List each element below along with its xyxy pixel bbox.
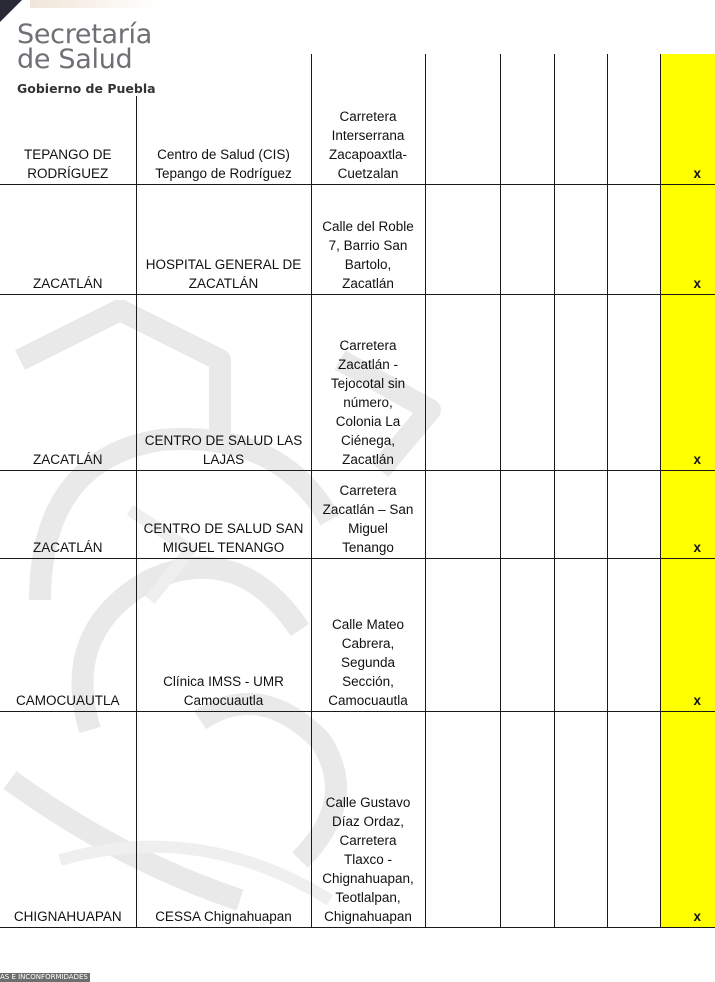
empty-cell xyxy=(500,294,554,470)
empty-cell xyxy=(500,470,554,558)
empty-cell xyxy=(554,54,607,184)
check-mark-cell: x xyxy=(660,184,715,294)
unit-cell: Clínica IMSS - UMR Camocuautla xyxy=(136,558,311,711)
unit-cell: CENTRO DE SALUD LAS LAJAS xyxy=(136,294,311,470)
empty-cell xyxy=(425,470,500,558)
empty-cell xyxy=(607,711,660,927)
check-mark-cell: x xyxy=(660,54,715,184)
unit-cell: CESSA Chignahuapan xyxy=(136,711,311,927)
unit-cell: Centro de Salud (CIS) Tepango de Rodríguez xyxy=(136,54,311,184)
check-mark-cell: x xyxy=(660,294,715,470)
empty-cell xyxy=(500,184,554,294)
empty-cell xyxy=(500,711,554,927)
address-cell: Calle Mateo Cabrera, Segunda Sección, Camocuautla xyxy=(311,558,425,711)
municipality-cell: TEPANGO DE RODRÍGUEZ xyxy=(0,54,136,184)
empty-cell xyxy=(425,54,500,184)
footer-label: AS E INCONFORMIDADES xyxy=(0,973,88,981)
municipality-cell: ZACATLÁN xyxy=(0,470,136,558)
address-cell: Carretera Zacatlán – San Miguel Tenango xyxy=(311,470,425,558)
municipality-cell: CHIGNAHUAPAN xyxy=(0,711,136,927)
address-cell: Carretera Zacatlán - Tejocotal sin número, Colonia La Ciénega, Zacatlán xyxy=(311,294,425,470)
table-row xyxy=(0,558,715,711)
table-row xyxy=(0,184,715,294)
brand-header xyxy=(17,19,160,96)
check-mark-cell: x xyxy=(660,470,715,558)
empty-cell xyxy=(607,184,660,294)
unit-cell: HOSPITAL GENERAL DE ZACATLÁN xyxy=(136,184,311,294)
table-row xyxy=(0,294,715,470)
table-row xyxy=(0,470,715,558)
empty-cell xyxy=(607,558,660,711)
empty-cell xyxy=(554,558,607,711)
table-row xyxy=(0,711,715,927)
brand-title-line-1: Secretaría xyxy=(17,19,152,50)
brand-subtitle: Gobierno de Puebla xyxy=(17,81,156,96)
empty-cell xyxy=(554,294,607,470)
empty-cell xyxy=(500,558,554,711)
empty-cell xyxy=(425,558,500,711)
health-units-table xyxy=(0,54,715,928)
empty-cell xyxy=(607,294,660,470)
empty-cell xyxy=(607,470,660,558)
check-mark-cell: x xyxy=(660,711,715,927)
address-cell: Carretera Interserrana Zacapoaxtla- Cuetzalan xyxy=(311,54,425,184)
check-mark-cell: x xyxy=(660,558,715,711)
brand-title-line-2: de Salud xyxy=(17,44,133,75)
empty-cell xyxy=(425,184,500,294)
empty-cell xyxy=(554,711,607,927)
empty-cell xyxy=(500,54,554,184)
empty-cell xyxy=(607,54,660,184)
address-cell: Calle Gustavo Díaz Ordaz, Carretera Tlaxco - Chignahuapan, Teotlalpan, Chignahuapan xyxy=(311,711,425,927)
empty-cell xyxy=(425,711,500,927)
empty-cell xyxy=(554,184,607,294)
address-cell: Calle del Roble 7, Barrio San Bartolo, Zacatlán xyxy=(311,184,425,294)
unit-cell: CENTRO DE SALUD SAN MIGUEL TENANGO xyxy=(136,470,311,558)
municipality-cell: ZACATLÁN xyxy=(0,294,136,470)
empty-cell xyxy=(554,470,607,558)
municipality-cell: CAMOCUAUTLA xyxy=(0,558,136,711)
empty-cell xyxy=(425,294,500,470)
municipality-cell: ZACATLÁN xyxy=(0,184,136,294)
corner-accent-decoration xyxy=(30,0,160,8)
